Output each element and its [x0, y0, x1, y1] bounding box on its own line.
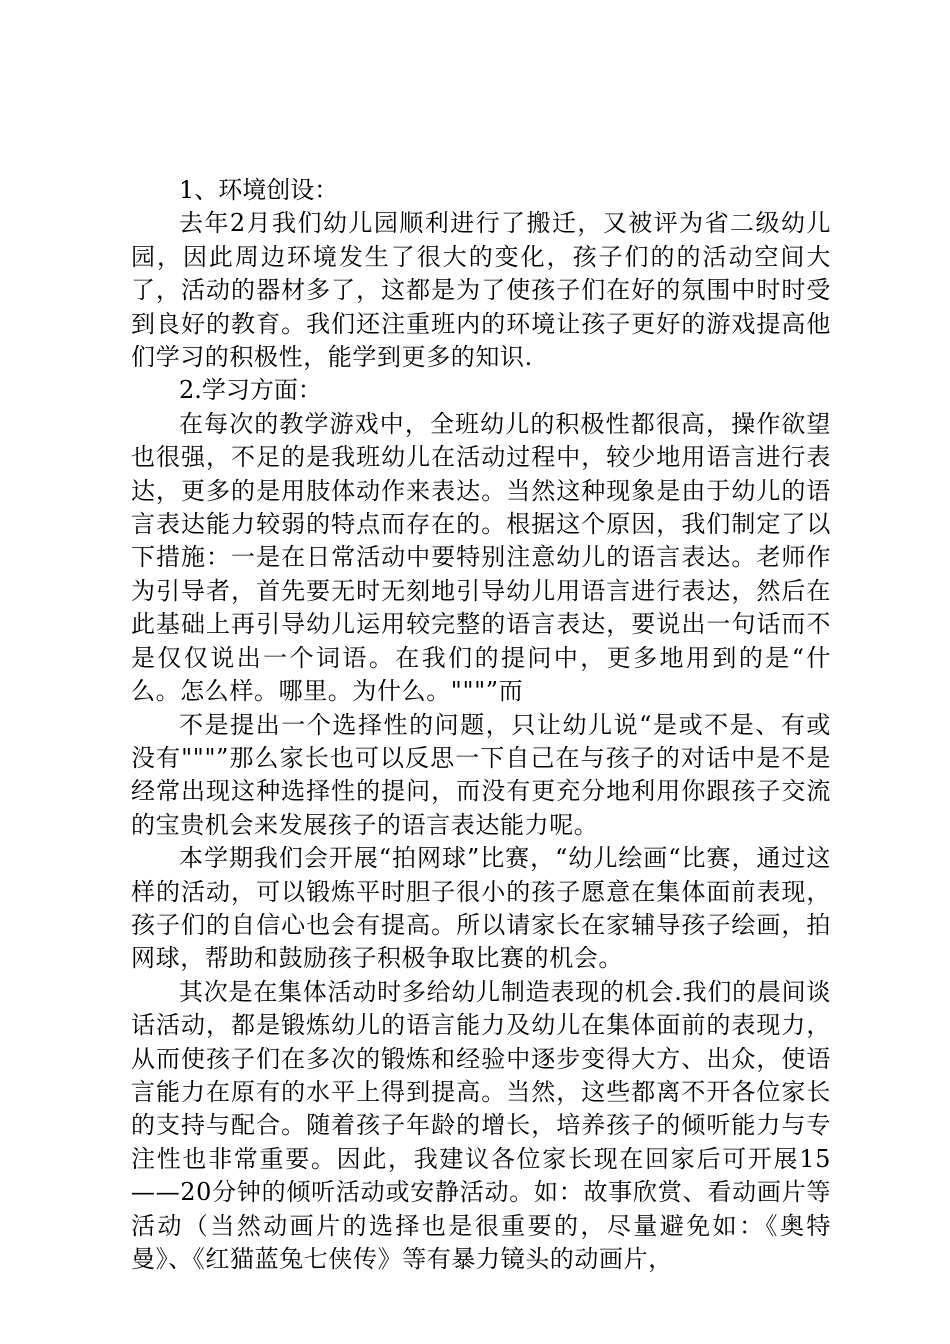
paragraph-competitions: 本学期我们会开展“拍网球”比赛，“幼儿绘画“比赛，通过这样的活动，可以锻炼平时胆子很小的孩子愿意在集体面前表现，孩子们的自信心也会有提高。所以请家长在家辅导孩子绘画，拍网球，帮助和鼓励孩子积极争取比赛的机会。	[131, 844, 831, 973]
paragraph-learning: 在每次的教学游戏中，全班幼儿的积极性都很高，操作欲望也很强，不足的是我班幼儿在活动过程中，较少地用语言进行表达，更多的是用肢体动作来表达。当然这种现象是由于幼儿的语言表达能力较弱的特点而存在的。根据这个原因，我们制定了以下措施：一是在日常活动中要特别注意幼儿的语言表达。老师作为引导者，首先要无时无刻地引导幼儿用语言进行表达，然后在此基础上再引导幼儿运用较完整的语言表达，要说出一句话而不是仅仅说出一个词语。在我们的提问中，更多地用到的是“什么。怎么样。哪里。为什么。"""”而	[131, 409, 831, 706]
paragraph-environment: 去年2月我们幼儿园顺利进行了搬迁，又被评为省二级幼儿园，因此周边环境发生了很大的变化，孩子们的的活动空间大了，活动的器材多了，这都是为了使孩子们在好的氛围中时时受到良好的教育。我们还注重班内的环境让孩子更好的游戏提高他们学习的积极性，能学到更多的知识.	[131, 209, 831, 372]
document-page	[131, 174, 831, 1276]
section-heading-environment: 1、环境创设：	[179, 176, 339, 204]
paragraph-listening: 其次是在集体活动时多给幼儿制造表现的机会.我们的晨间谈话活动，都是锻炼幼儿的语言能力及幼儿在集体面前的表现力，从而使孩子们在多次的锻炼和经验中逐步变得大方、出众，使语言能力在原有的水平上得到提高。当然，这些都离不开各位家长的支持与配合。随着孩子年龄的增长，培养孩子的倾听能力与专注性也非常重要。因此，我建议各位家长现在回家后可开展15——20分钟的倾听活动或安静活动。如：故事欣赏、看动画片等活动（当然动画片的选择也是很重要的，尽量避免如：《奥特曼》、《红猫蓝兔七侠传》等有暴力镜头的动画片，	[131, 977, 831, 1273]
paragraph-questions: 不是提出一个选择性的问题，只让幼儿说“是或不是、有或没有"""”那么家长也可以反思一下自己在与孩子的对话中是不是经常出现这种选择性的提问，而没有更充分地利用你跟孩子交流的宝贵机会来发展孩子的语言表达能力呢。	[131, 710, 831, 839]
section-heading-learning: 2.学习方面：	[179, 376, 322, 405]
